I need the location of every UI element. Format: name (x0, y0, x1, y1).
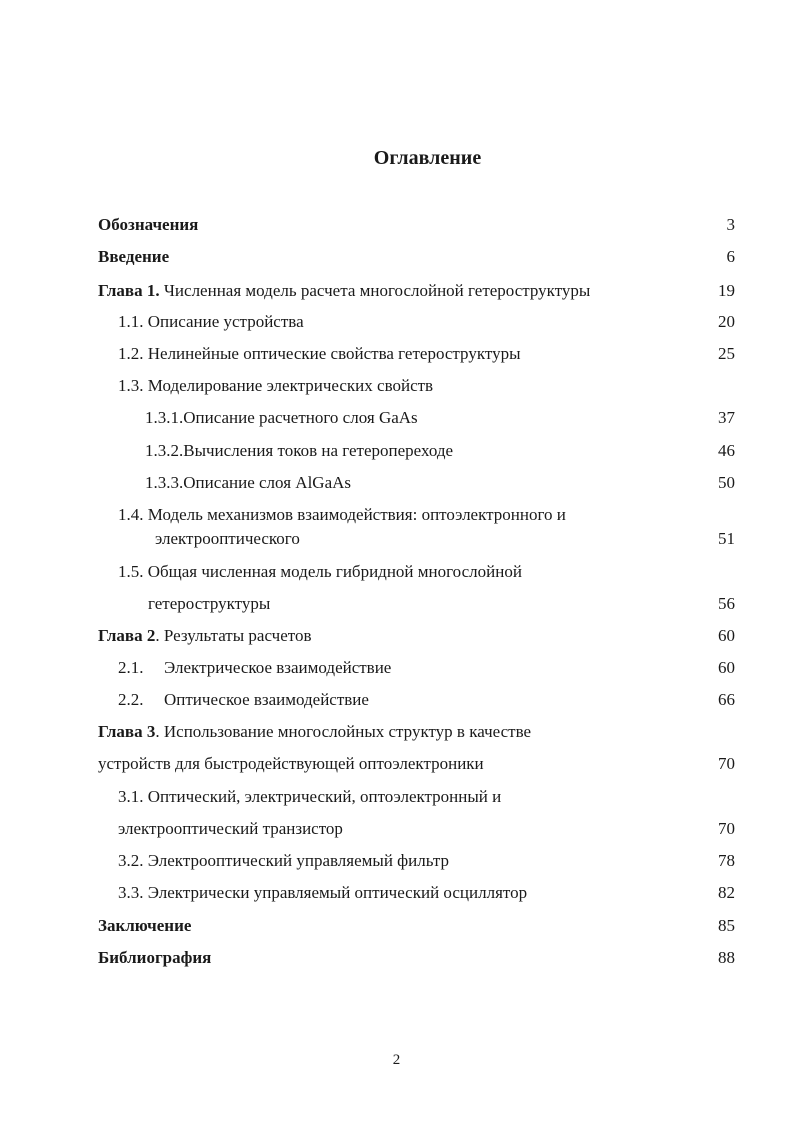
chapter-3-prefix: Глава 3 (98, 722, 156, 741)
chapter-3-title: . Использование многослойных структур в качестве (155, 722, 532, 741)
toc-page-1-2: 25 (718, 344, 735, 363)
toc-page-1-3-1: 37 (718, 408, 735, 427)
toc-entry-chapter-3-line-2: устройств для быстродействующей оптоэлектроники (98, 754, 484, 773)
page-title: Оглавление (373, 147, 482, 169)
toc-page-3-3: 82 (718, 883, 735, 902)
toc-page-conclusion: 85 (718, 916, 735, 935)
toc-entry-2-2-number: 2.2. (118, 690, 144, 709)
toc-entry-1-3-2: 1.3.2.Вычисления токов на гетеропереходе (145, 441, 454, 460)
toc-entry-1-2: 1.2. Нелинейные оптические свойства гетероструктуры (118, 344, 521, 363)
toc-page-notation: 3 (726, 215, 735, 234)
toc-page-1-5: 56 (718, 594, 735, 613)
toc-page-1-3-2: 46 (718, 441, 735, 460)
chapter-1-title: Численная модель расчета многослойной гетероструктуры (159, 281, 591, 300)
toc-page-1-4: 51 (718, 529, 735, 548)
toc-entry-1-5-line-1: 1.5. Общая численная модель гибридной многослойной (118, 562, 522, 581)
toc-page-chapter-3: 70 (718, 754, 735, 773)
toc-page-1-3-3: 50 (718, 473, 735, 492)
toc-page-2-2: 66 (718, 690, 735, 709)
toc-entry-1-5-line-2: гетероструктуры (148, 594, 271, 613)
toc-entry-2-1-number: 2.1. (118, 658, 144, 677)
toc-entry-3-3: 3.3. Электрически управляемый оптический осциллятор (118, 883, 528, 902)
toc-entry-3-1-line-1: 3.1. Оптический, электрический, оптоэлектронный и (118, 787, 502, 806)
toc-entry-chapter-3-line-1 (98, 722, 531, 742)
toc-entry-1-3: 1.3. Моделирование электрических свойств (118, 376, 434, 395)
chapter-1-prefix: Глава 1. (98, 281, 160, 300)
toc-page-3-1: 70 (718, 819, 735, 838)
toc-entry-1-4-line-2: электрооптического (155, 529, 300, 548)
toc-entry-bibliography: Библиография (98, 948, 212, 967)
chapter-2-title: . Результаты расчетов (155, 626, 312, 645)
toc-entry-chapter-2 (98, 626, 311, 646)
toc-entry-chapter-1 (98, 281, 590, 301)
toc-page-1-1: 20 (718, 312, 735, 331)
page-number: 2 (392, 1052, 401, 1068)
toc-entry-intro: Введение (98, 247, 170, 266)
chapter-2-prefix: Глава 2 (98, 626, 156, 645)
toc-page-chapter-1: 19 (718, 281, 735, 300)
toc-entry-1-3-3: 1.3.3.Описание слоя AlGaAs (145, 473, 352, 492)
toc-entry-notation: Обозначения (98, 215, 199, 234)
toc-page-bibliography: 88 (718, 948, 735, 967)
toc-entry-3-1-line-2: электрооптический транзистор (118, 819, 343, 838)
toc-entry-1-3-1: 1.3.1.Описание расчетного слоя GaAs (145, 408, 418, 427)
toc-entry-1-1: 1.1. Описание устройства (118, 312, 304, 331)
toc-entry-conclusion: Заключение (98, 916, 192, 935)
toc-entry-2-1: Электрическое взаимодействие (164, 658, 392, 677)
toc-page-2-1: 60 (718, 658, 735, 677)
toc-entry-1-4-line-1: 1.4. Модель механизмов взаимодействия: оптоэлектронного и (118, 505, 566, 524)
toc-page-intro: 6 (726, 247, 735, 266)
toc-entry-2-2: Оптическое взаимодействие (164, 690, 369, 709)
toc-entry-3-2: 3.2. Электрооптический управляемый фильтр (118, 851, 450, 870)
toc-page-3-2: 78 (718, 851, 735, 870)
toc-page-chapter-2: 60 (718, 626, 735, 645)
